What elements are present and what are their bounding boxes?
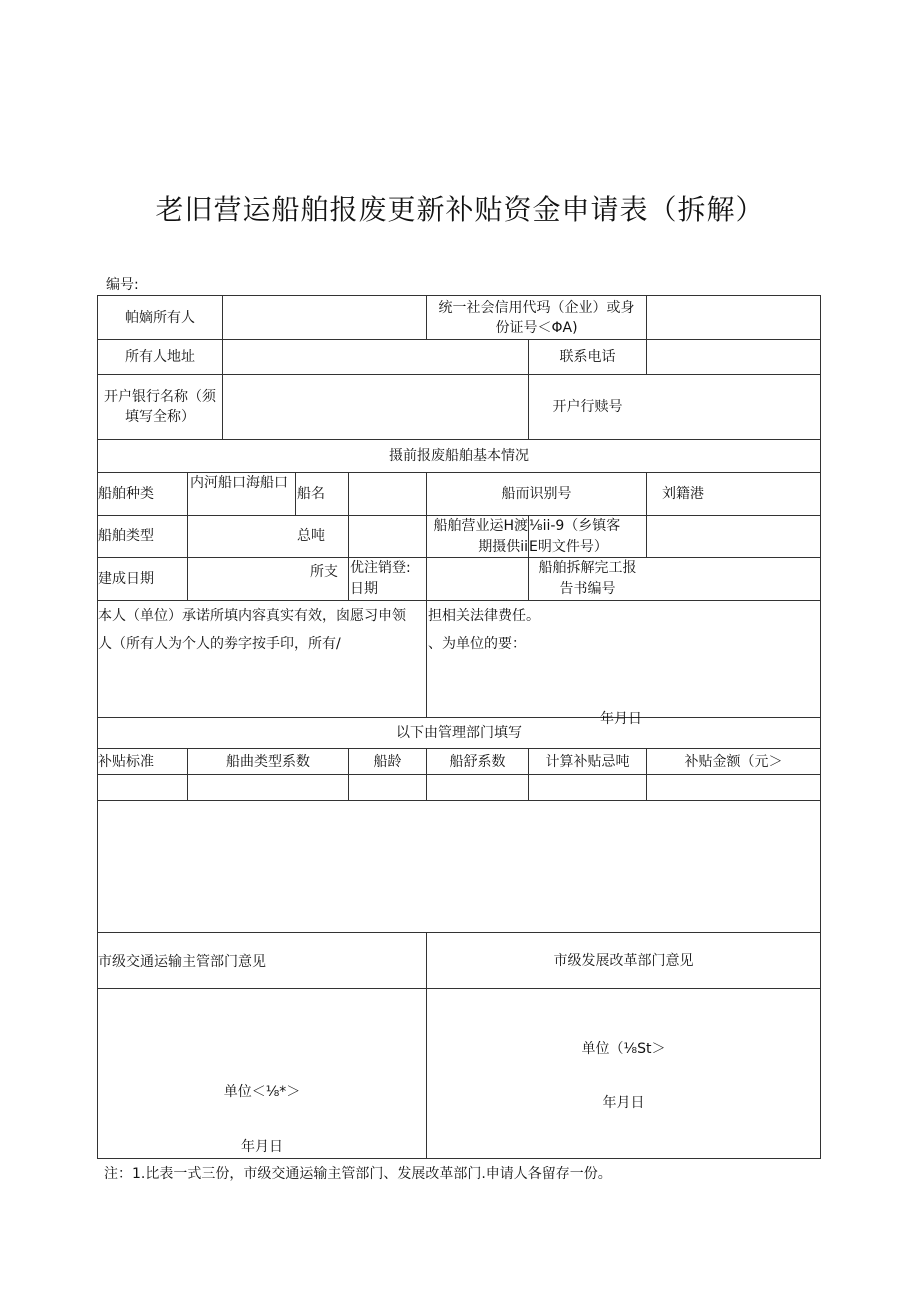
mgmt-header-age-coefficient: 船舒系数	[449, 753, 506, 770]
credit-code-label-line2: 份证号＜ΦA)	[495, 319, 578, 336]
ferry-label-line2: E明文件号）	[529, 539, 608, 555]
vessel-kind-options[interactable]: 内河船口海船口	[190, 475, 288, 491]
development-opinion-label: 市级发展改革部门意见	[553, 952, 694, 969]
mgmt-header-subsidy-tonnage: 计算补贴忌吨	[545, 753, 630, 770]
dereg-date-label-line1: 优注销登:	[350, 560, 411, 576]
mgmt-input-age-coefficient[interactable]	[427, 775, 528, 800]
transport-seal: 单位＜⅛*＞	[223, 1084, 301, 1100]
mgmt-header-subsidy-amount: 补贴金额（元＞	[684, 753, 783, 770]
mgmt-input-vessel-age[interactable]	[349, 775, 426, 800]
development-date: 年月日	[602, 1095, 645, 1111]
credit-code-label	[427, 296, 646, 339]
mgmt-input-type-coefficient[interactable]	[188, 775, 348, 800]
license-label	[427, 516, 528, 557]
phone-label: 联系电话	[559, 349, 616, 365]
page-title: 老旧营运船舶报废更新补贴资金申请表（拆解）	[155, 193, 765, 226]
pledge-line2: 人（所有人为个人的劵字按手印，所有/	[98, 636, 341, 652]
mgmt-input-subsidy-tonnage[interactable]	[529, 775, 646, 800]
ferry-label	[529, 516, 646, 557]
pledge-line1: 本人（单位）承诺所填内容真实有效，囱愿习申领	[98, 608, 406, 624]
address-label: 所有人地址	[125, 349, 195, 365]
tonnage-input[interactable]	[349, 516, 426, 557]
mgmt-header-vessel-age: 船龄	[373, 753, 402, 770]
remarks-area[interactable]	[98, 801, 820, 932]
mgmt-input-subsidy-amount[interactable]	[647, 775, 820, 800]
bank-name-label-line2: 填写全称）	[125, 409, 195, 425]
pledge-line4: 、为单位的要：	[428, 636, 526, 652]
transport-opinion-label: 市级交通运输主管部门意见	[98, 954, 266, 970]
transport-date: 年月日	[241, 1139, 283, 1155]
report-input[interactable]	[647, 558, 820, 600]
built-date-label: 建成日期	[98, 571, 154, 587]
development-seal: 单位（⅛St＞	[581, 1041, 666, 1057]
vessel-type-input[interactable]	[188, 516, 295, 557]
account-input[interactable]	[647, 375, 820, 439]
report-label	[529, 558, 646, 600]
vessel-name-input[interactable]	[349, 473, 426, 515]
mgmt-section-title: 以下由管理部门填写	[396, 725, 522, 741]
pledge-date-clip	[427, 700, 820, 727]
dereg-date-input[interactable]	[427, 558, 528, 600]
phone-input[interactable]	[647, 340, 820, 374]
registry-port-label: 刘籍港	[662, 486, 704, 502]
vessel-section-title: 摄前报废船舶基本情况	[389, 448, 529, 464]
vessel-kind-label: 船舶种类	[98, 486, 154, 502]
vessel-type-label: 船舶类型	[98, 528, 154, 544]
report-label-line2: 告书编号	[559, 581, 616, 597]
serial-label: 编号:	[106, 277, 139, 293]
dereg-date-label	[350, 558, 411, 600]
owner-label: 帕嫡所有人	[125, 309, 195, 326]
address-input[interactable]	[223, 340, 528, 374]
account-label: 开户行赎号	[552, 399, 623, 415]
vessel-ident-label: 船而识别号	[501, 486, 572, 502]
mgmt-header-subsidy-standard: 补贴标准	[98, 754, 154, 770]
bank-name-label-line1: 开户银行名称（须	[104, 389, 216, 405]
owner-input[interactable]	[223, 296, 426, 339]
owner-short-label: 所支	[310, 564, 338, 580]
credit-code-label-line1: 统一社会信用代玛（企业）或身	[438, 299, 635, 316]
footnote: 注：1.比表一式三份，市级交通运输主管部门、发展改革部门.申请人各留存一份。	[104, 1166, 612, 1182]
mgmt-header-type-coefficient: 船曲类型系数	[226, 753, 310, 770]
license-label-line2: 期摄供ii	[478, 539, 528, 555]
tonnage-label: 总吨	[297, 528, 325, 544]
license-label-line1: 船舶营业运H渡	[433, 518, 528, 534]
pledge-date: 年月日	[600, 711, 642, 727]
report-label-line1: 船舶拆解完工报	[538, 560, 637, 576]
vessel-name-label: 船名	[297, 486, 325, 502]
bank-name-label	[98, 375, 222, 439]
credit-code-input[interactable]	[647, 296, 820, 339]
pledge-line3: 担相关法律费任。	[428, 608, 540, 624]
mgmt-input-subsidy-standard[interactable]	[98, 775, 187, 800]
dereg-date-label-line2: 日期	[350, 581, 378, 597]
bank-name-input[interactable]	[223, 375, 528, 439]
ferry-label-line1: ⅛ii-9（乡镇客	[529, 518, 621, 534]
built-date-input[interactable]	[188, 558, 295, 600]
